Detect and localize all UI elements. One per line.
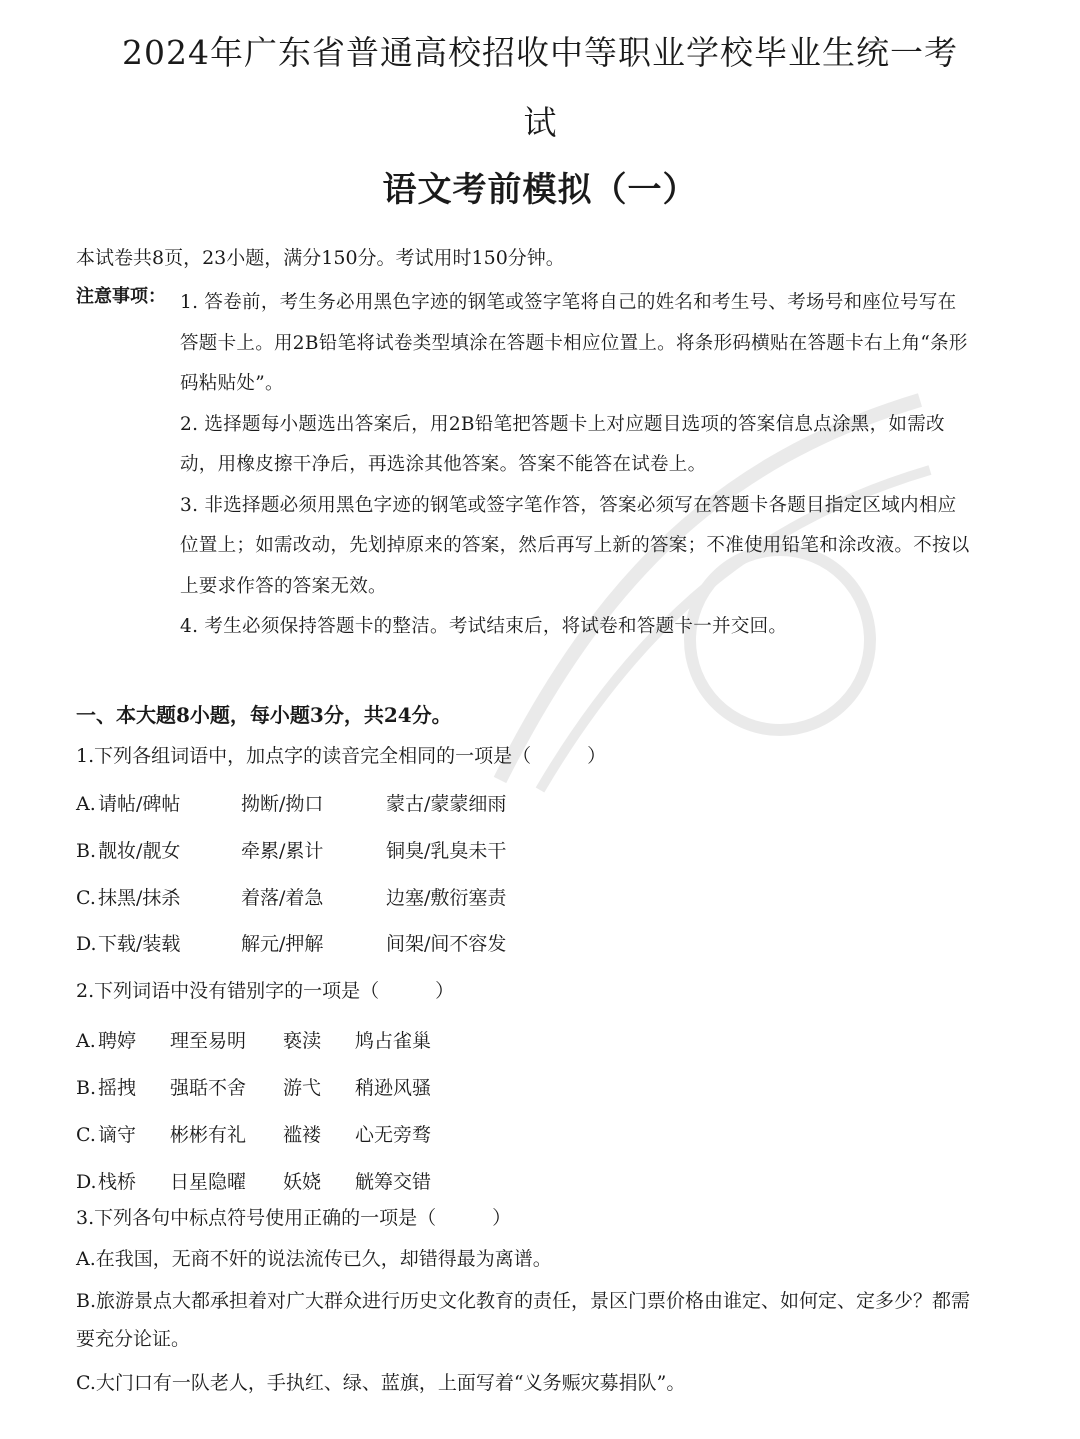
option-word-1: 摇拽 (98, 1077, 137, 1099)
option-word-4: 觥筹交错 (355, 1171, 432, 1193)
exam-title-line1: 2024年广东省普通高校招收中等职业学校毕业生统一考 (122, 33, 958, 72)
option-word-1: 抹黑/抹杀 (98, 887, 181, 909)
option-word-4: 鸠占雀巢 (355, 1030, 432, 1052)
question-stem-text: 2.下列词语中没有错别字的一项是（ (76, 980, 380, 1002)
exam-subtitle: 语文考前模拟（一） (382, 170, 698, 210)
question-stem-end: ） (435, 980, 455, 1002)
option-label: A. (76, 793, 96, 815)
option-word-3: 间架/间不容发 (386, 933, 507, 955)
section-title: 一、本大题8小题，每小题3分，共24分。 (76, 703, 452, 727)
question-stem-end: ） (587, 745, 607, 767)
option-word-1: 栈桥 (98, 1171, 137, 1193)
option-word-2: 牵累/累计 (241, 840, 324, 862)
option-word-2: 着落/着急 (241, 887, 324, 909)
note-item-3: 3. 非选择题必须用黑色字迹的钢笔或签字笔作答，答案必须写在答题卡各题目指定区域内相应位置上；如需改动，先划掉原来的答案，然后再写上新的答案；不准使用铅笔和涂改液。不按以上要求作答的答案无效。 (180, 494, 970, 597)
q3-option-a: A.在我国，无商不奸的说法流传已久，却错得最为离谱。 (76, 1248, 552, 1270)
exam-info: 本试卷共8页，23小题，满分150分。考试用时150分钟。 (76, 247, 565, 269)
option-word-4: 稍逊风骚 (355, 1077, 432, 1099)
question-stem-text: 1.下列各组词语中，加点字的读音完全相同的一项是（ (76, 745, 532, 767)
note-item-2: 2. 选择题每小题选出答案后，用2B铅笔把答题卡上对应题目选项的答案信息点涂黑，如需改动，用橡皮擦干净后，再选涂其他答案。答案不能答在试卷上。 (180, 413, 945, 475)
option-label: C. (76, 1124, 96, 1146)
option-word-3: 妖娆 (283, 1171, 322, 1193)
exam-title-line2: 试 (523, 103, 557, 142)
option-label: D. (76, 1171, 97, 1193)
notes-label: 注意事项： (76, 286, 166, 307)
option-word-2: 强聒不舍 (170, 1077, 247, 1099)
option-label: A. (76, 1030, 96, 1052)
option-word-3: 游弋 (283, 1077, 322, 1099)
notes-list (180, 283, 970, 648)
note-item-1: 1. 答卷前，考生务必用黑色字迹的钢笔或签字笔将自己的姓名和考生号、考场号和座位号写在答题卡上。用2B铅笔将试卷类型填涂在答题卡相应位置上。将条形码横贴在答题卡右上角“条形码粘贴处”。 (180, 292, 968, 394)
option-word-1: 请帖/碑帖 (98, 793, 181, 815)
option-label: B. (76, 840, 97, 862)
question-3-stem (76, 1204, 511, 1232)
option-word-3: 亵渎 (283, 1030, 322, 1052)
option-label: B. (76, 1077, 97, 1099)
question-2-stem (76, 977, 454, 1005)
option-word-1: 聘婷 (98, 1030, 137, 1052)
option-word-3: 蒙古/蒙蒙细雨 (386, 793, 507, 815)
option-word-1: 谪守 (98, 1124, 137, 1146)
option-word-4: 心无旁骛 (355, 1124, 432, 1146)
option-word-1: 靓妆/靓女 (98, 840, 181, 862)
q3-option-b: B.旅游景点大都承担着对广大群众进行历史文化教育的责任，景区门票价格由谁定、如何定、定多少？都需要充分论证。 (76, 1290, 971, 1350)
option-word-2: 理至易明 (170, 1030, 247, 1052)
option-word-2: 日星隐曜 (170, 1171, 247, 1193)
option-word-3: 铜臭/乳臭未干 (386, 840, 507, 862)
option-word-2: 解元/押解 (241, 933, 324, 955)
question-1-stem (76, 742, 606, 770)
question-stem-text: 3.下列各句中标点符号使用正确的一项是（ (76, 1207, 437, 1229)
option-label: D. (76, 933, 97, 955)
option-word-2: 拗断/拗口 (241, 793, 324, 815)
note-item-4: 4. 考生必须保持答题卡的整洁。考试结束后，将试卷和答题卡一并交回。 (180, 616, 788, 637)
option-word-2: 彬彬有礼 (170, 1124, 247, 1146)
option-word-1: 下载/装载 (98, 933, 181, 955)
option-word-3: 褴褛 (283, 1124, 322, 1146)
option-label: C. (76, 887, 96, 909)
question-stem-end: ） (492, 1207, 512, 1229)
q3-option-c: C.大门口有一队老人，手执红、绿、蓝旗，上面写着“义务赈灾募捐队”。 (76, 1372, 686, 1394)
option-word-3: 边塞/敷衍塞责 (386, 887, 507, 909)
